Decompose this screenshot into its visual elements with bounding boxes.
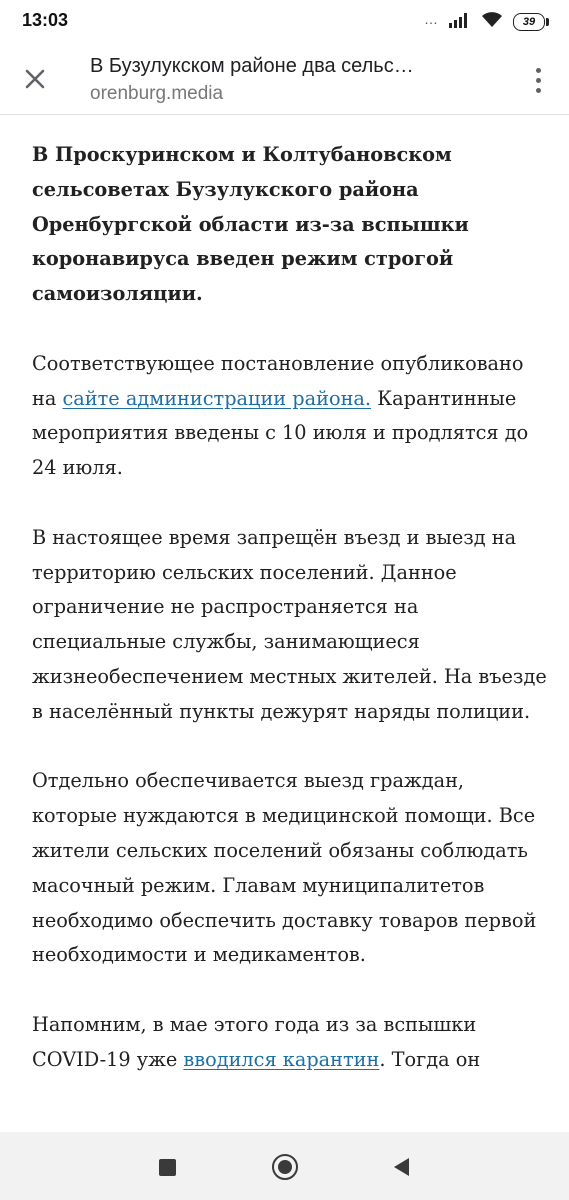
back-button[interactable] [386, 1152, 416, 1182]
page-url: orenburg.media [90, 83, 224, 104]
wifi-icon [481, 12, 503, 33]
close-button[interactable] [14, 58, 56, 100]
article-paragraph-4 [32, 1008, 547, 1078]
recents-button[interactable] [152, 1152, 182, 1182]
more-vert-icon-dot [536, 78, 541, 83]
paragraph-text: . Тогда он [379, 1047, 481, 1071]
status-time: 13:03 [22, 10, 69, 30]
navigation-bar [0, 1132, 569, 1200]
article-content [32, 138, 547, 1132]
back-icon [391, 1156, 411, 1178]
article-paragraph-1 [32, 347, 547, 486]
article-paragraph-2: В настоящее время запрещён въезд и выезд на территорию сельских поселений. Данное ограничение не распространяется на специальные службы, занимающиеся жизнеобеспечением местных жителей. На въезде в населённый пункты дежурят наряды полиции. [32, 525, 547, 723]
recents-icon [159, 1159, 176, 1176]
status-icons [424, 11, 545, 33]
paragraph-text: Карантинные мероприятия введены с 10 июля и продлятся до 24 июля. [32, 386, 529, 480]
more-vert-icon [536, 68, 541, 73]
signal-icon [449, 12, 471, 33]
paragraph-text: Соответствующее постановление опубликовано на [32, 351, 524, 410]
custom-tab-toolbar [0, 44, 569, 115]
page-title: В Бузулукском районе два сельс… [90, 55, 414, 77]
more-notifications-icon: … [424, 11, 439, 27]
close-icon [24, 68, 46, 90]
more-vert-icon-dot [536, 88, 541, 93]
home-icon [272, 1154, 298, 1180]
home-button[interactable] [270, 1152, 300, 1182]
article-lead: В Проскуринском и Колтубановском сельсоветах Бузулукского района Оренбургской области из-за вспышки коронавируса введен режим строгой самоизоляции. [32, 143, 469, 306]
toolbar-titles [90, 52, 490, 107]
overflow-menu-button[interactable] [521, 60, 555, 100]
quarantine-link[interactable]: вводился карантин [183, 1047, 380, 1071]
admin-site-link[interactable]: сайте администрации района. [62, 386, 372, 410]
paragraph-text: Напомним, в мае этого года из за вспышки COVID-19 уже [32, 1012, 477, 1071]
battery-icon: 39 [513, 13, 545, 31]
status-bar [0, 0, 569, 44]
home-icon-inner [278, 1160, 292, 1174]
article-paragraph-3: Отдельно обеспечивается выезд граждан, которые нуждаются в медицинской помощи. Все жители сельских поселений обязаны соблюдать масочный режим. Главам муниципалитетов необходимо обеспечить доставку товаров первой необходимости и медикаментов. [32, 769, 537, 967]
